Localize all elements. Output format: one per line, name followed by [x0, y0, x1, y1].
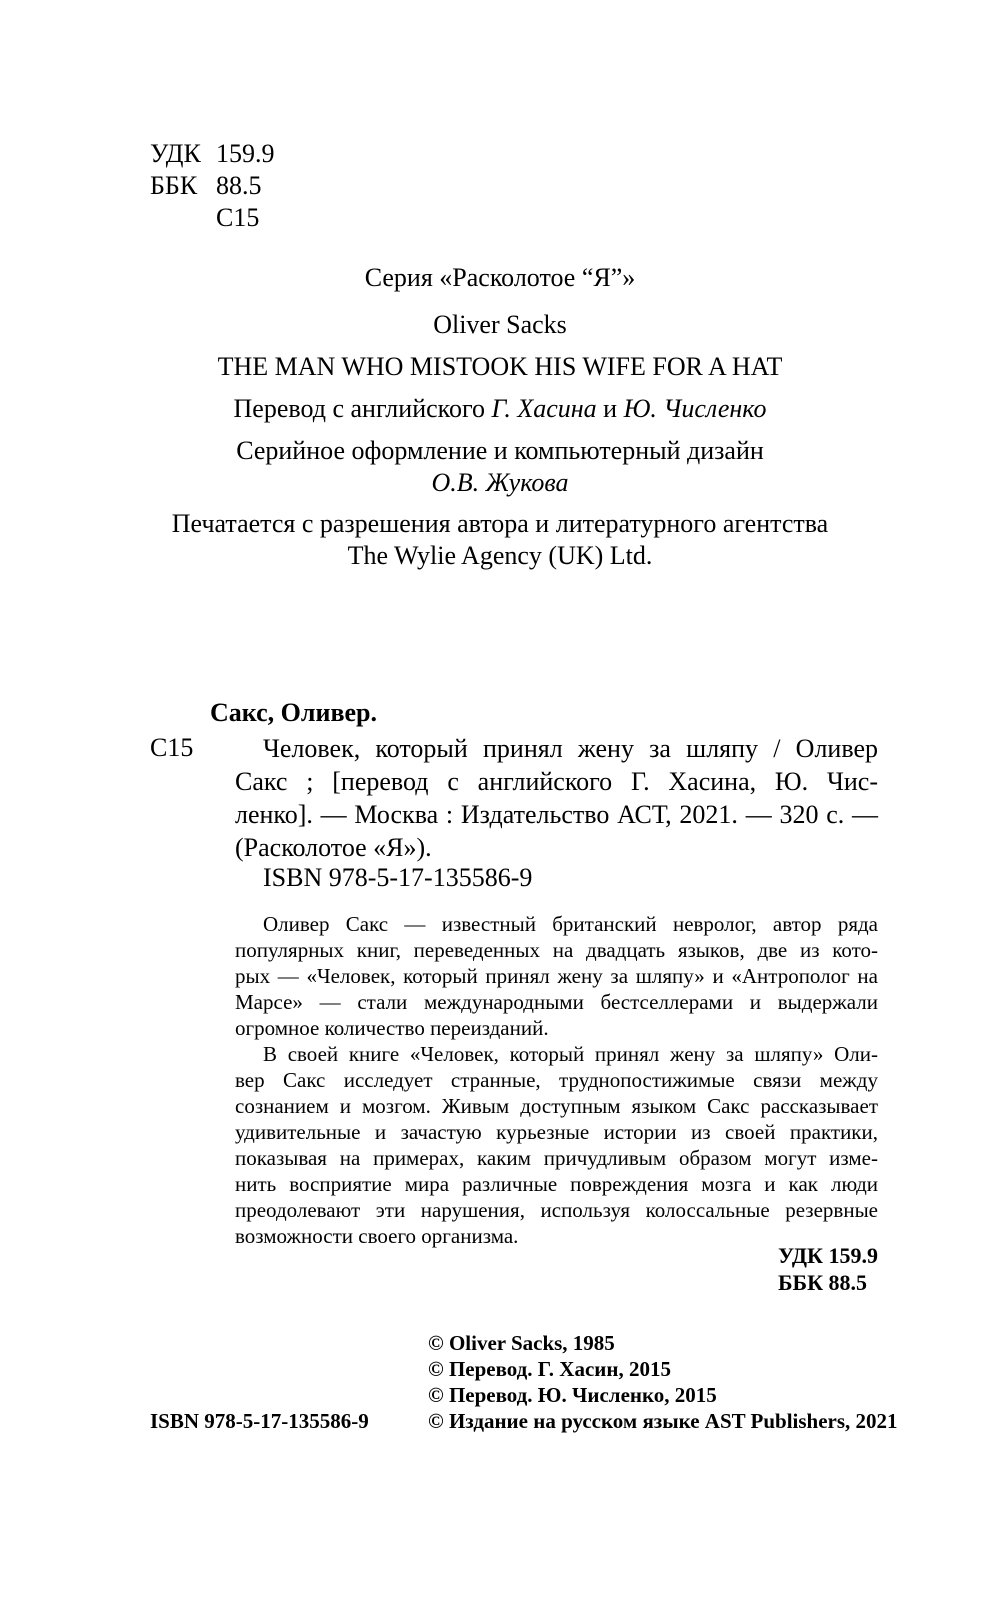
translation-conj: и — [596, 394, 624, 423]
classification-codes-bottom — [778, 1242, 878, 1296]
bbk-code-bottom: ББК 88.5 — [777, 1270, 868, 1295]
udk-value: 159.9 — [216, 139, 275, 168]
annotation-paragraph-1 — [235, 911, 878, 1041]
copyright-line: © Издание на русском языке AST Publishers, 2021 — [428, 1409, 898, 1433]
copyright-line: © Перевод. Ю. Численко, 2015 — [428, 1383, 717, 1407]
annotation-line: возможности своего организма. — [235, 1224, 519, 1248]
bib-line: Человек, который принял жену за шляпу / Оливер — [263, 734, 878, 763]
bib-author-mark: С15 — [150, 733, 194, 762]
permission-line-2: The Wylie Agency (UK) Ltd. — [347, 541, 653, 570]
annotation-line: рых — «Человек, который принял жену за шляпу» и «Антрополог на — [235, 964, 878, 988]
designer-name: О.В. Жукова — [431, 468, 569, 497]
bbk-label: ББК — [150, 171, 198, 200]
translator-2: Ю. Численко — [623, 394, 767, 423]
bib-heading: Сакс, Оливер. — [210, 698, 377, 727]
annotation-line: удивительные и зачастую курьезные истории из своей практики, — [235, 1120, 878, 1144]
bib-line: Сакс ; [перевод с английского Г. Хасина, Ю. Чис- — [235, 767, 878, 796]
original-title: THE MAN WHO MISTOOK HIS WIFE FOR A HAT — [217, 352, 783, 381]
bbk-code-top — [150, 170, 262, 202]
copyright-line: © Oliver Sacks, 1985 — [428, 1331, 615, 1355]
udk-code-bottom: УДК 159.9 — [777, 1243, 878, 1268]
permission-line-1: Печатается с разрешения автора и литературного агентства — [171, 509, 829, 538]
translator-1: Г. Хасина — [491, 394, 597, 423]
translation-prefix: Перевод с английского — [233, 394, 492, 423]
original-author: Oliver Sacks — [433, 310, 567, 339]
translation-credit — [0, 393, 1000, 425]
annotation-line: вер Сакс исследует странные, труднопостижимые связи между — [235, 1068, 878, 1092]
annotation-line: популярных книг, переведенных на двадцать языков, две из кото- — [235, 938, 878, 962]
annotation-line: Марсе» — стали международными бестселлерами и выдержали — [235, 990, 878, 1014]
annotation-line: Оливер Сакс — известный британский невролог, автор ряда — [263, 912, 878, 936]
annotation-line: огромное количество переизданий. — [235, 1016, 549, 1040]
bib-isbn: ISBN 978-5-17-135586-9 — [263, 863, 533, 892]
annotation-paragraph-2 — [235, 1041, 878, 1249]
copyright-line: © Перевод. Г. Хасин, 2015 — [428, 1357, 671, 1381]
copyright-block — [428, 1330, 898, 1434]
annotation-line: показывая на примерах, каким причудливым образом могут изме- — [235, 1146, 878, 1170]
bbk-value: 88.5 — [216, 171, 262, 200]
bib-line: (Расколотое «Я»). — [235, 833, 432, 862]
design-credit: Серийное оформление и компьютерный дизайн — [236, 436, 764, 465]
annotation-line: нить восприятие мира различные повреждения мозга и как люди — [235, 1172, 878, 1196]
annotation-line: преодолевают эти нарушения, используя колоссальные резервные — [235, 1198, 878, 1222]
isbn-bottom: ISBN 978-5-17-135586-9 — [150, 1409, 369, 1433]
annotation-line: В своей книге «Человек, который принял жену за шляпу» Оли- — [263, 1042, 878, 1066]
udk-label: УДК — [150, 139, 201, 168]
bib-line: ленко]. — Москва : Издательство АСТ, 2021. — 320 с. — — [235, 800, 878, 829]
udk-code-top — [150, 138, 275, 170]
author-mark-top: С15 — [216, 203, 260, 232]
annotation-line: сознанием и мозгом. Живым доступным языком Сакс рассказывает — [235, 1094, 878, 1118]
series-title: Серия «Расколотое “Я”» — [364, 263, 636, 292]
bib-description — [235, 732, 878, 864]
